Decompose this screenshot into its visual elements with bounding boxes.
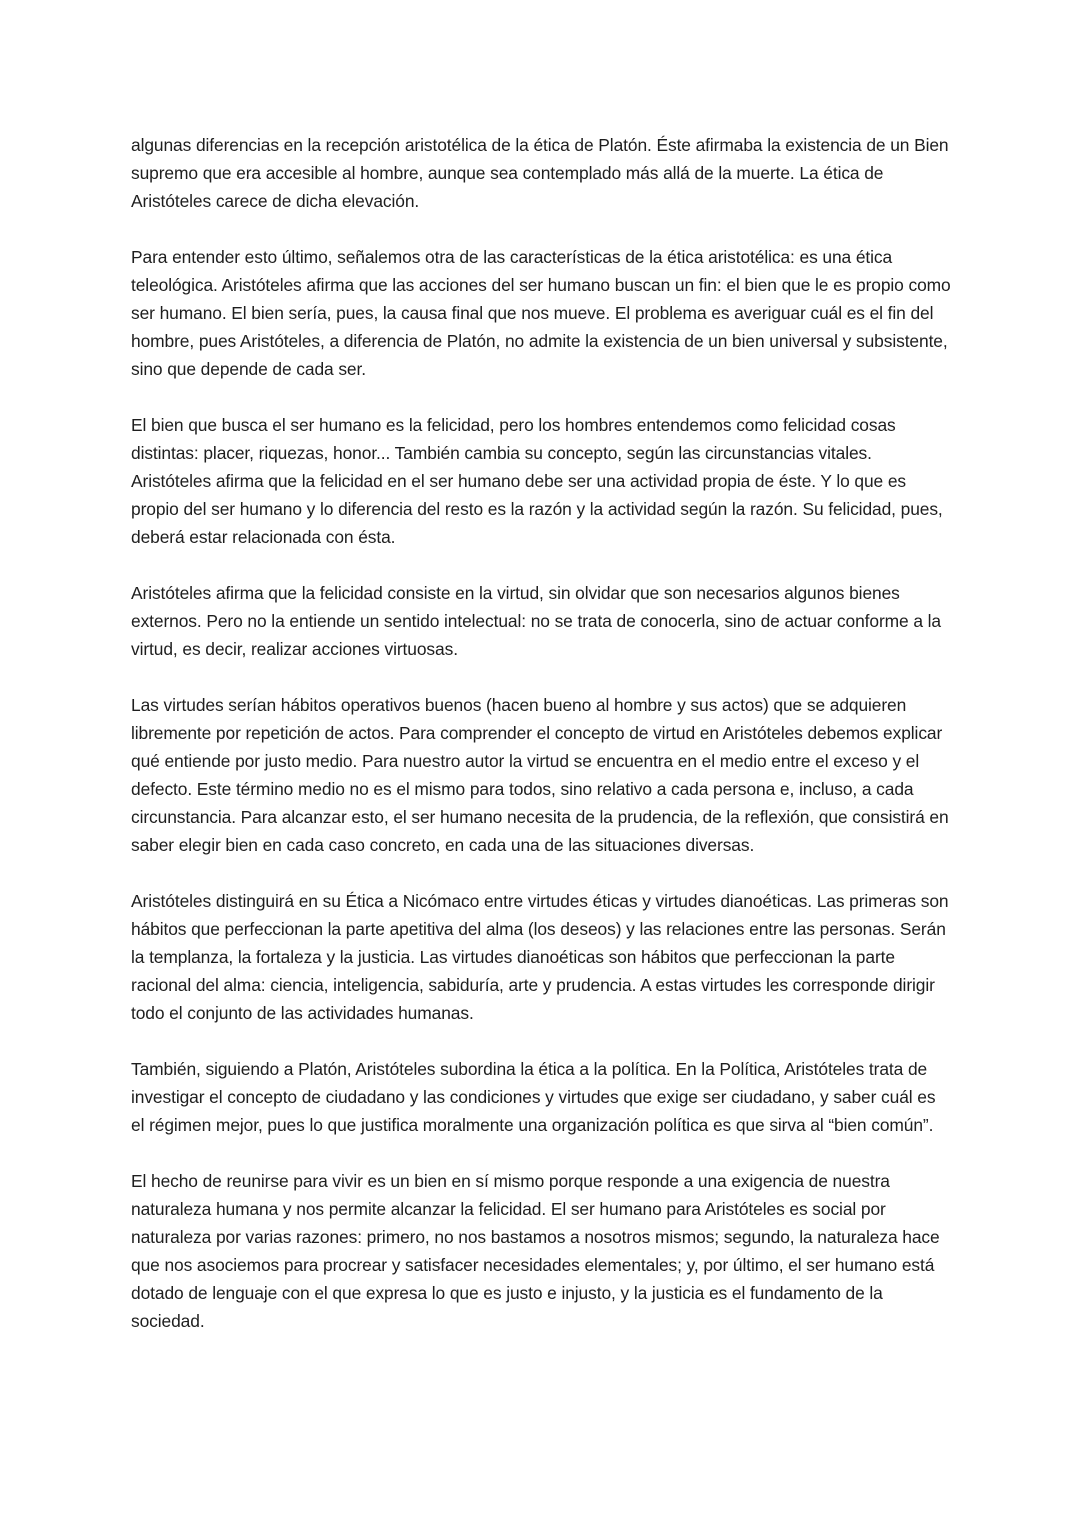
paragraph-8: El hecho de reunirse para vivir es un bien en sí mismo porque responde a una exigencia de nuestra naturaleza humana y nos permite alcanzar la felicidad. El ser humano para Aristóteles es social por naturaleza por varias razones: primero, no nos bastamos a nosotros mismos; segundo, la naturaleza hace que nos asociemos para procrear y satisfacer necesidades elementales; y, por último, el ser humano está dotado de lenguaje con el que expresa lo que es justo e injusto, y la justicia es el fundamento de la sociedad. bbox=[131, 1171, 940, 1331]
paragraph-4: Aristóteles afirma que la felicidad consiste en la virtud, sin olvidar que son necesarios algunos bienes externos. Pero no la entiende un sentido intelectual: no se trata de conocerla, sino de actuar conforme a la virtud, es decir, realizar acciones virtuosas. bbox=[131, 583, 941, 659]
paragraph-1: algunas diferencias en la recepción aristotélica de la ética de Platón. Éste afirmaba la existencia de un Bien supremo que era accesible al hombre, aunque sea contemplado más allá de la muerte. La ética de Aristóteles carece de dicha elevación. bbox=[131, 135, 949, 211]
document-body bbox=[131, 131, 953, 1335]
paragraph-2: Para entender esto último, señalemos otra de las características de la ética aristotélica: es una ética teleológica. Aristóteles afirma que las acciones del ser humano buscan un fin: el bien que le es propio como ser humano. El bien sería, pues, la causa final que nos mueve. El problema es averiguar cuál es el fin del hombre, pues Aristóteles, a diferencia de Platón, no admite la existencia de un bien universal y subsistente, sino que depende de cada ser. bbox=[131, 247, 951, 379]
paragraph-7: También, siguiendo a Platón, Aristóteles subordina la ética a la política. En la Política, Aristóteles trata de investigar el concepto de ciudadano y las condiciones y virtudes que exige ser ciudadano, y saber cuál es el régimen mejor, pues lo que justifica moralmente una organización política es que sirva al “bien común”. bbox=[131, 1059, 936, 1135]
paragraph-6: Aristóteles distinguirá en su Ética a Nicómaco entre virtudes éticas y virtudes dianoéticas. Las primeras son hábitos que perfeccionan la parte apetitiva del alma (los deseos) y las relaciones entre las personas. Serán la templanza, la fortaleza y la justicia. Las virtudes dianoéticas son hábitos que perfeccionan la parte racional del alma: ciencia, inteligencia, sabiduría, arte y prudencia. A estas virtudes les corresponde dirigir todo el conjunto de las actividades humanas. bbox=[131, 891, 949, 1023]
paragraph-3: El bien que busca el ser humano es la felicidad, pero los hombres entendemos como felicidad cosas distintas: placer, riquezas, honor... También cambia su concepto, según las circunstancias vitales. Aristóteles afirma que la felicidad en el ser humano debe ser una actividad propia de éste. Y lo que es propio del ser humano y lo diferencia del resto es la razón y la actividad según la razón. Su felicidad, pues, deberá estar relacionada con ésta. bbox=[131, 415, 943, 547]
paragraph-5: Las virtudes serían hábitos operativos buenos (hacen bueno al hombre y sus actos) que se adquieren libremente por repetición de actos. Para comprender el concepto de virtud en Aristóteles debemos explicar qué entiende por justo medio. Para nuestro autor la virtud se encuentra en el medio entre el exceso y el defecto. Este término medio no es el mismo para todos, sino relativo a cada persona e, incluso, a cada circunstancia. Para alcanzar esto, el ser humano necesita de la prudencia, de la reflexión, que consistirá en saber elegir bien en cada caso concreto, en cada una de las situaciones diversas. bbox=[131, 695, 949, 855]
